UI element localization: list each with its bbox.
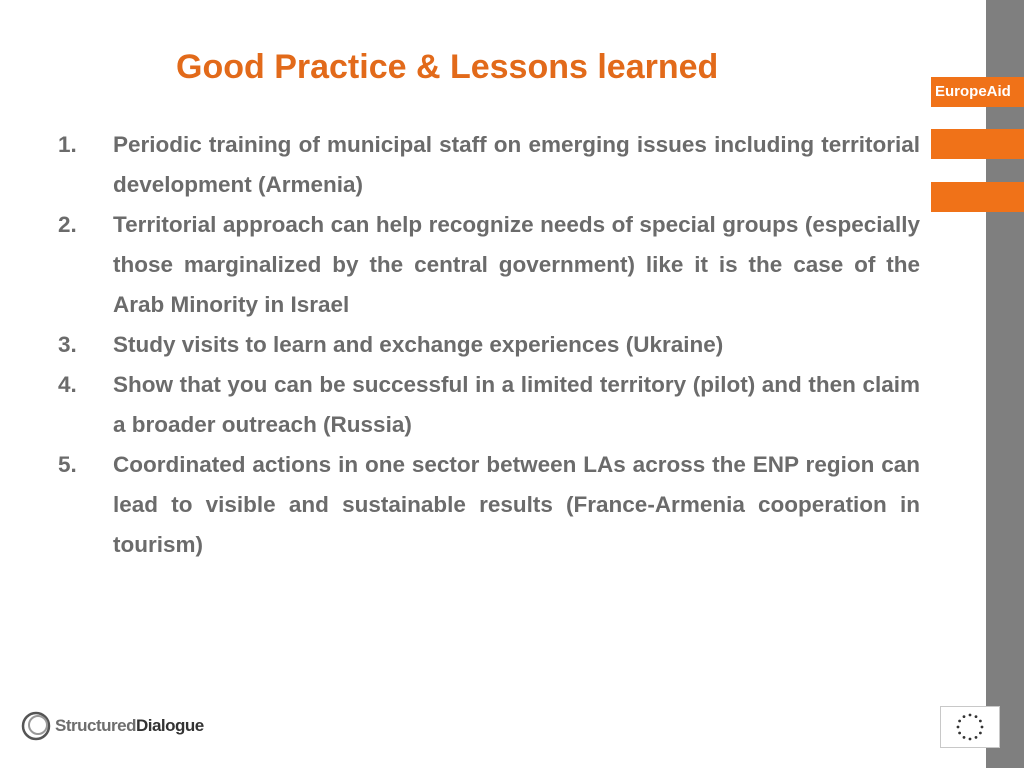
list-item-text: Show that you can be successful in a limited territory (pilot) and then claim a broader outreach (Russia) [113,372,920,437]
right-side-bar [986,0,1024,768]
list-item-text: Periodic training of municipal staff on emerging issues including territorial development (Armenia) [113,132,920,197]
orange-accent-block [931,182,1024,212]
structured-dialogue-logo [20,710,204,742]
orange-accent-block [931,129,1024,159]
list-item [58,325,920,365]
europeaid-label: EuropeAid [931,77,1024,107]
list-item-text: Territorial approach can help recognize needs of special groups (especially those marginalized by the central government) like it is the case of the Arab Minority in Israel [113,212,920,317]
lessons-list [58,125,920,565]
list-item [58,365,920,445]
list-item-number: 2. [58,212,77,237]
list-item [58,125,920,205]
eu-flag [940,706,1000,748]
list-item [58,205,920,325]
list-item-number: 5. [58,452,77,477]
logo-text: StructuredDialogue [55,716,204,735]
list-item [58,445,920,565]
list-item-text: Study visits to learn and exchange experiences (Ukraine) [113,332,724,357]
slide-title: Good Practice & Lessons learned [176,48,719,86]
eu-stars-icon [941,707,999,747]
list-item-number: 1. [58,132,77,157]
list-item-number: 3. [58,332,77,357]
list-item-text: Coordinated actions in one sector between LAs across the ENP region can lead to visible and sustainable results (France-Armenia cooperation in tourism) [113,452,920,557]
ring-logo-icon [20,710,52,742]
list-item-number: 4. [58,372,77,397]
